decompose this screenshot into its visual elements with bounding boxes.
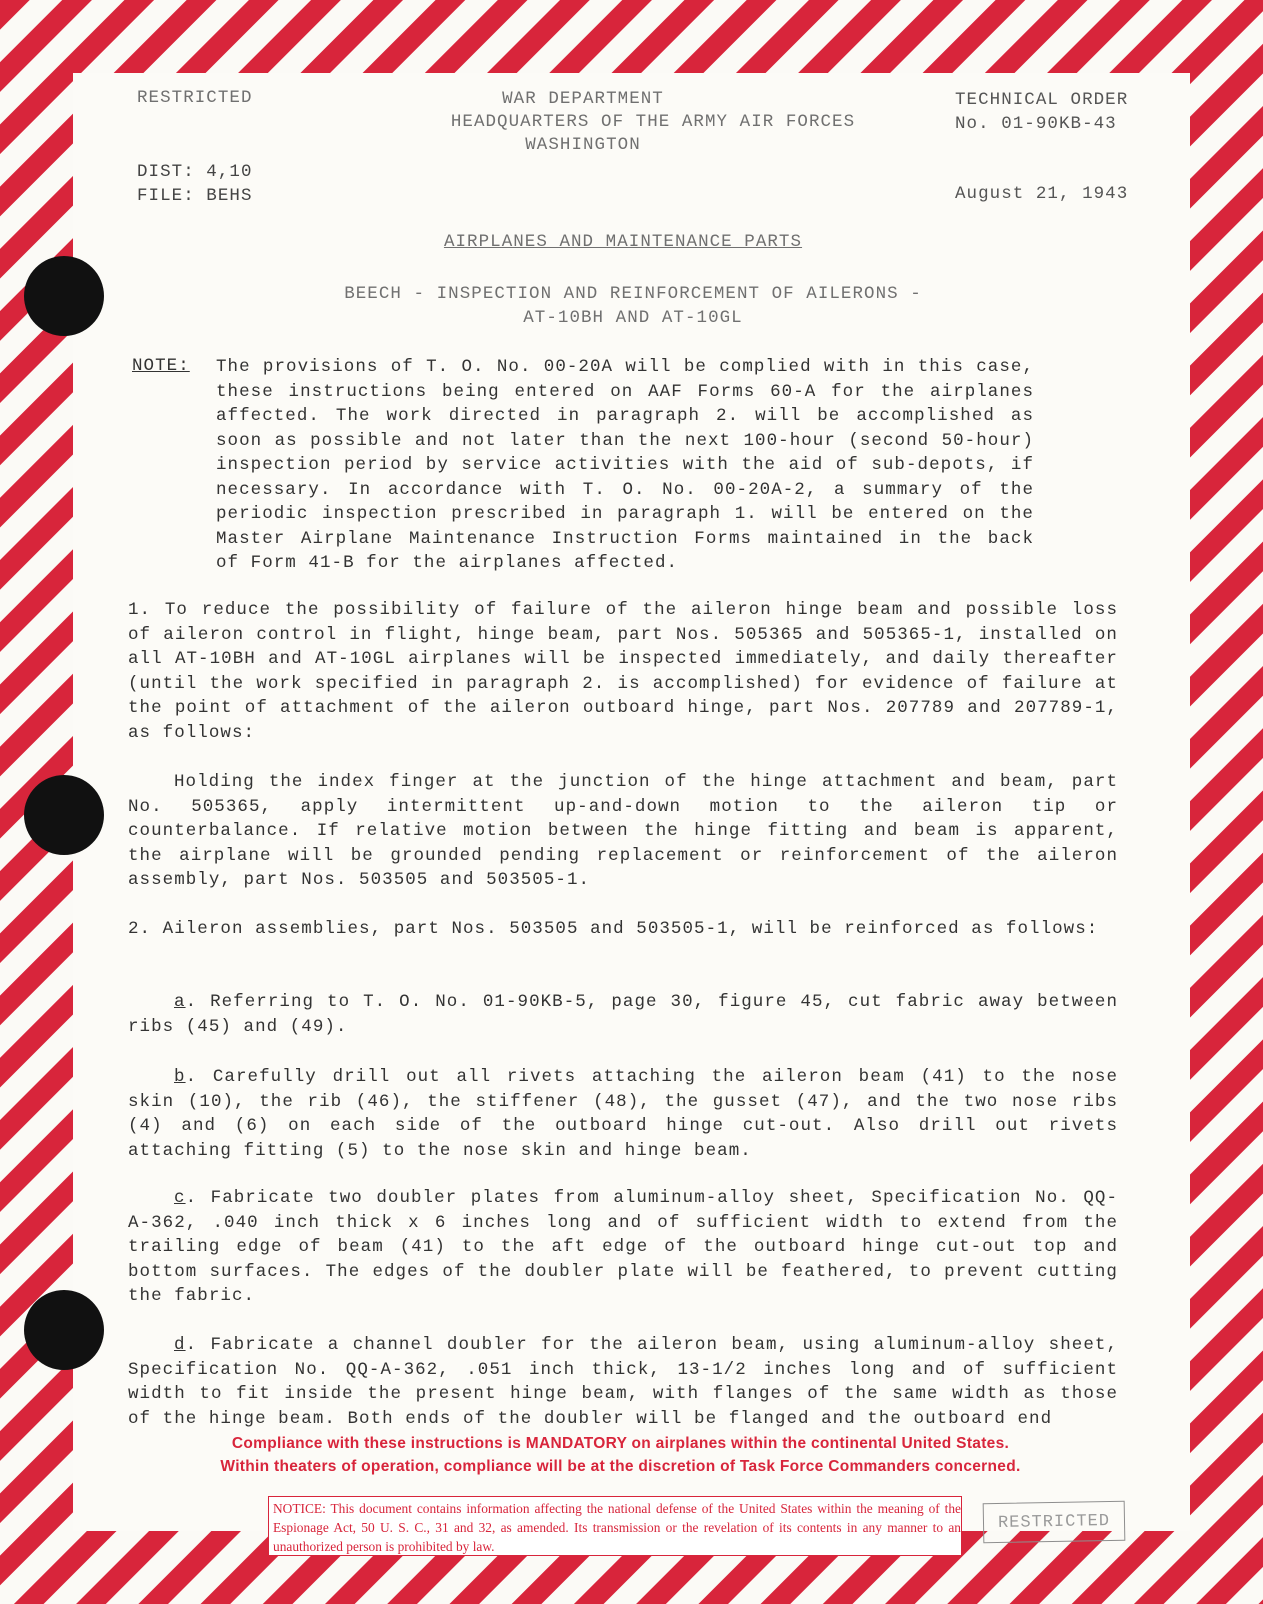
document-date: August 21, 1943	[955, 184, 1129, 204]
classification-top: RESTRICTED	[137, 88, 253, 108]
item-letter: a	[174, 992, 186, 1012]
item-text: . Fabricate two doubler plates from aluminum-alloy sheet, Specification No. QQ-A-362, .040 inch thick x 6 inches long and of sufficient width to extend from the trailing edge of beam (41) to the aft edge of the outboard hinge cut-out top and bottom surfaces. The edges of the doubler plate will be feathered, to prevent cutting the fabric.	[128, 1188, 1118, 1306]
department-block	[383, 88, 856, 157]
distribution-block	[137, 160, 253, 208]
binder-hole	[24, 256, 104, 336]
to-number: No. 01-90KB-43	[955, 114, 1117, 134]
item-text: . Carefully drill out all rivets attaching the aileron beam (41) to the nose skin (10), the rib (46), the stiffener (48), the gusset (47), and the two nose ribs (4) and (6) on each side of the outboard hinge cut-out. Also drill out rivets attaching fitting (5) to the nose skin and hinge beam.	[128, 1067, 1118, 1161]
dept-line: WASHINGTON	[525, 135, 641, 155]
mandatory-compliance-notice	[128, 1432, 1113, 1478]
file: FILE: BEHS	[137, 186, 253, 206]
item-text: . Referring to T. O. No. 01-90KB-5, page 30, figure 45, cut fabric away between ribs (45) and (49).	[128, 992, 1118, 1037]
mandatory-line: Within theaters of operation, compliance will be at the discretion of Task Force Commanders concerned.	[220, 1458, 1021, 1475]
paragraph-1-procedure: Holding the index finger at the junction of the hinge attachment and beam, part No. 505365, apply intermittent up-and-down motion to the aileron tip or counterbalance. If relative motion between the hinge fitting and beam is apparent, the airplane will be grounded pending replacement or reinforcement of the aileron assembly, part Nos. 503505 and 503505-1.	[128, 772, 1118, 890]
dept-line: HEADQUARTERS OF THE ARMY AIR FORCES	[450, 112, 856, 132]
paragraph-2: 2. Aileron assemblies, part Nos. 503505 and 503505-1, will be reinforced as follows:	[128, 919, 1099, 939]
restricted-stamp: RESTRICTED	[983, 1501, 1126, 1543]
espionage-act-notice: NOTICE: This document contains information affecting the national defense of the United States within the meaning of the Espionage Act, 50 U. S. C., 31 and 32, as amended. Its transmission or the revelation of its contents in any manner to an unauthorized person is prohibited by law.	[268, 1496, 962, 1556]
title-line: BEECH - INSPECTION AND REINFORCEMENT OF AILERONS -	[344, 284, 922, 304]
binder-hole	[24, 1290, 104, 1370]
dist: DIST: 4,10	[137, 162, 253, 182]
binder-hole	[24, 775, 104, 855]
note-label: NOTE:	[132, 356, 190, 376]
dept-line: WAR DEPARTMENT	[502, 89, 664, 109]
item-letter: c	[174, 1188, 186, 1208]
note-text: The provisions of T. O. No. 00-20A will be complied with in this case, these instructions being entered on AAF Forms 60-A for the airplanes affected. The work directed in paragraph 2. will be accomplished as soon as possible and not later than the next 100-hour (second 50-hour) inspection period by service activities with the aid of sub-depots, if necessary. In accordance with T. O. No. 00-20A-2, a summary of the periodic inspection prescribed in paragraph 1. will be entered on the Master Airplane Maintenance Instruction Forms maintained in the back of Form 41-B for the airplanes affected.	[216, 357, 1034, 573]
to-label: TECHNICAL ORDER	[955, 90, 1129, 110]
item-letter: b	[174, 1067, 186, 1087]
technical-order-block	[955, 88, 1128, 136]
item-text: . Fabricate a channel doubler for the aileron beam, using aluminum-alloy sheet, Specification No. QQ-A-362, .051 inch thick, 13-1/2 inches long and of sufficient width to fit inside the present hinge beam, with flanges of the same width as those of the hinge beam. Both ends of the doubler will be flanged and the outboard end	[128, 1335, 1118, 1429]
document-title	[128, 282, 1138, 330]
item-c	[128, 1186, 1118, 1309]
item-b	[128, 1065, 1118, 1163]
mandatory-line: Compliance with these instructions is MANDATORY on airplanes within the continental United States.	[231, 1435, 1010, 1452]
item-letter: d	[174, 1335, 186, 1355]
title-line: AT-10BH AND AT-10GL	[523, 308, 743, 328]
paragraph-1: 1. To reduce the possibility of failure of the aileron hinge beam and possible loss of aileron control in flight, hinge beam, part Nos. 505365 and 505365-1, installed on all AT-10BH and AT-10GL airplanes will be inspected immediately, and daily thereafter (until the work specified in paragraph 2. is accomplished) for evidence of failure at the point of attachment of the aileron outboard hinge, part Nos. 207789 and 207789-1, as follows:	[128, 600, 1118, 743]
subject-heading: AIRPLANES AND MAINTENANCE PARTS	[443, 232, 803, 252]
item-a	[128, 990, 1118, 1039]
item-d	[128, 1333, 1118, 1429]
